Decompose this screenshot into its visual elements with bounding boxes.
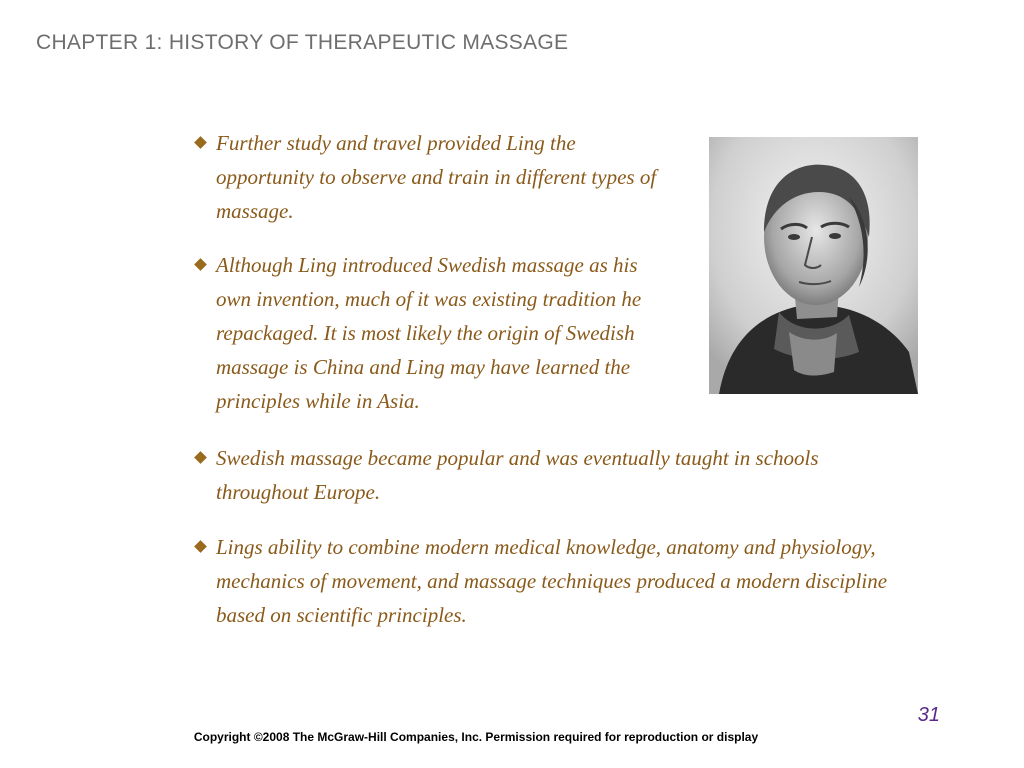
bullet-item: [196, 126, 676, 228]
portrait-image: [709, 137, 918, 394]
diamond-bullet-icon: [194, 136, 207, 149]
bullet-text: Although Ling introduced Swedish massage as his own invention, much of it was existing tradition he repackaged. It is most likely the origin of Swedish massage is China and Ling may have learned the principles while in Asia.: [216, 253, 642, 413]
diamond-bullet-icon: [194, 540, 207, 553]
bullet-text: Further study and travel provided Ling the opportunity to observe and train in different types of massage.: [216, 131, 657, 223]
engraved-portrait-icon: [709, 137, 918, 394]
bullet-item: [196, 441, 916, 509]
diamond-bullet-icon: [194, 451, 207, 464]
bullet-item: [196, 248, 676, 418]
bullet-item: [196, 530, 936, 632]
bullet-text: Lings ability to combine modern medical knowledge, anatomy and physiology, mechanics of movement, and massage techniques produced a modern discipline based on scientific principles.: [216, 535, 888, 627]
copyright-notice: Copyright ©2008 The McGraw-Hill Companies, Inc. Permission required for reproduction or display: [193, 730, 759, 744]
diamond-bullet-icon: [194, 258, 207, 271]
bullet-text: Swedish massage became popular and was eventually taught in schools throughout Europe.: [216, 446, 819, 504]
slide-title: CHAPTER 1: HISTORY OF THERAPEUTIC MASSAGE: [36, 31, 569, 54]
page-number: 31: [917, 704, 940, 726]
